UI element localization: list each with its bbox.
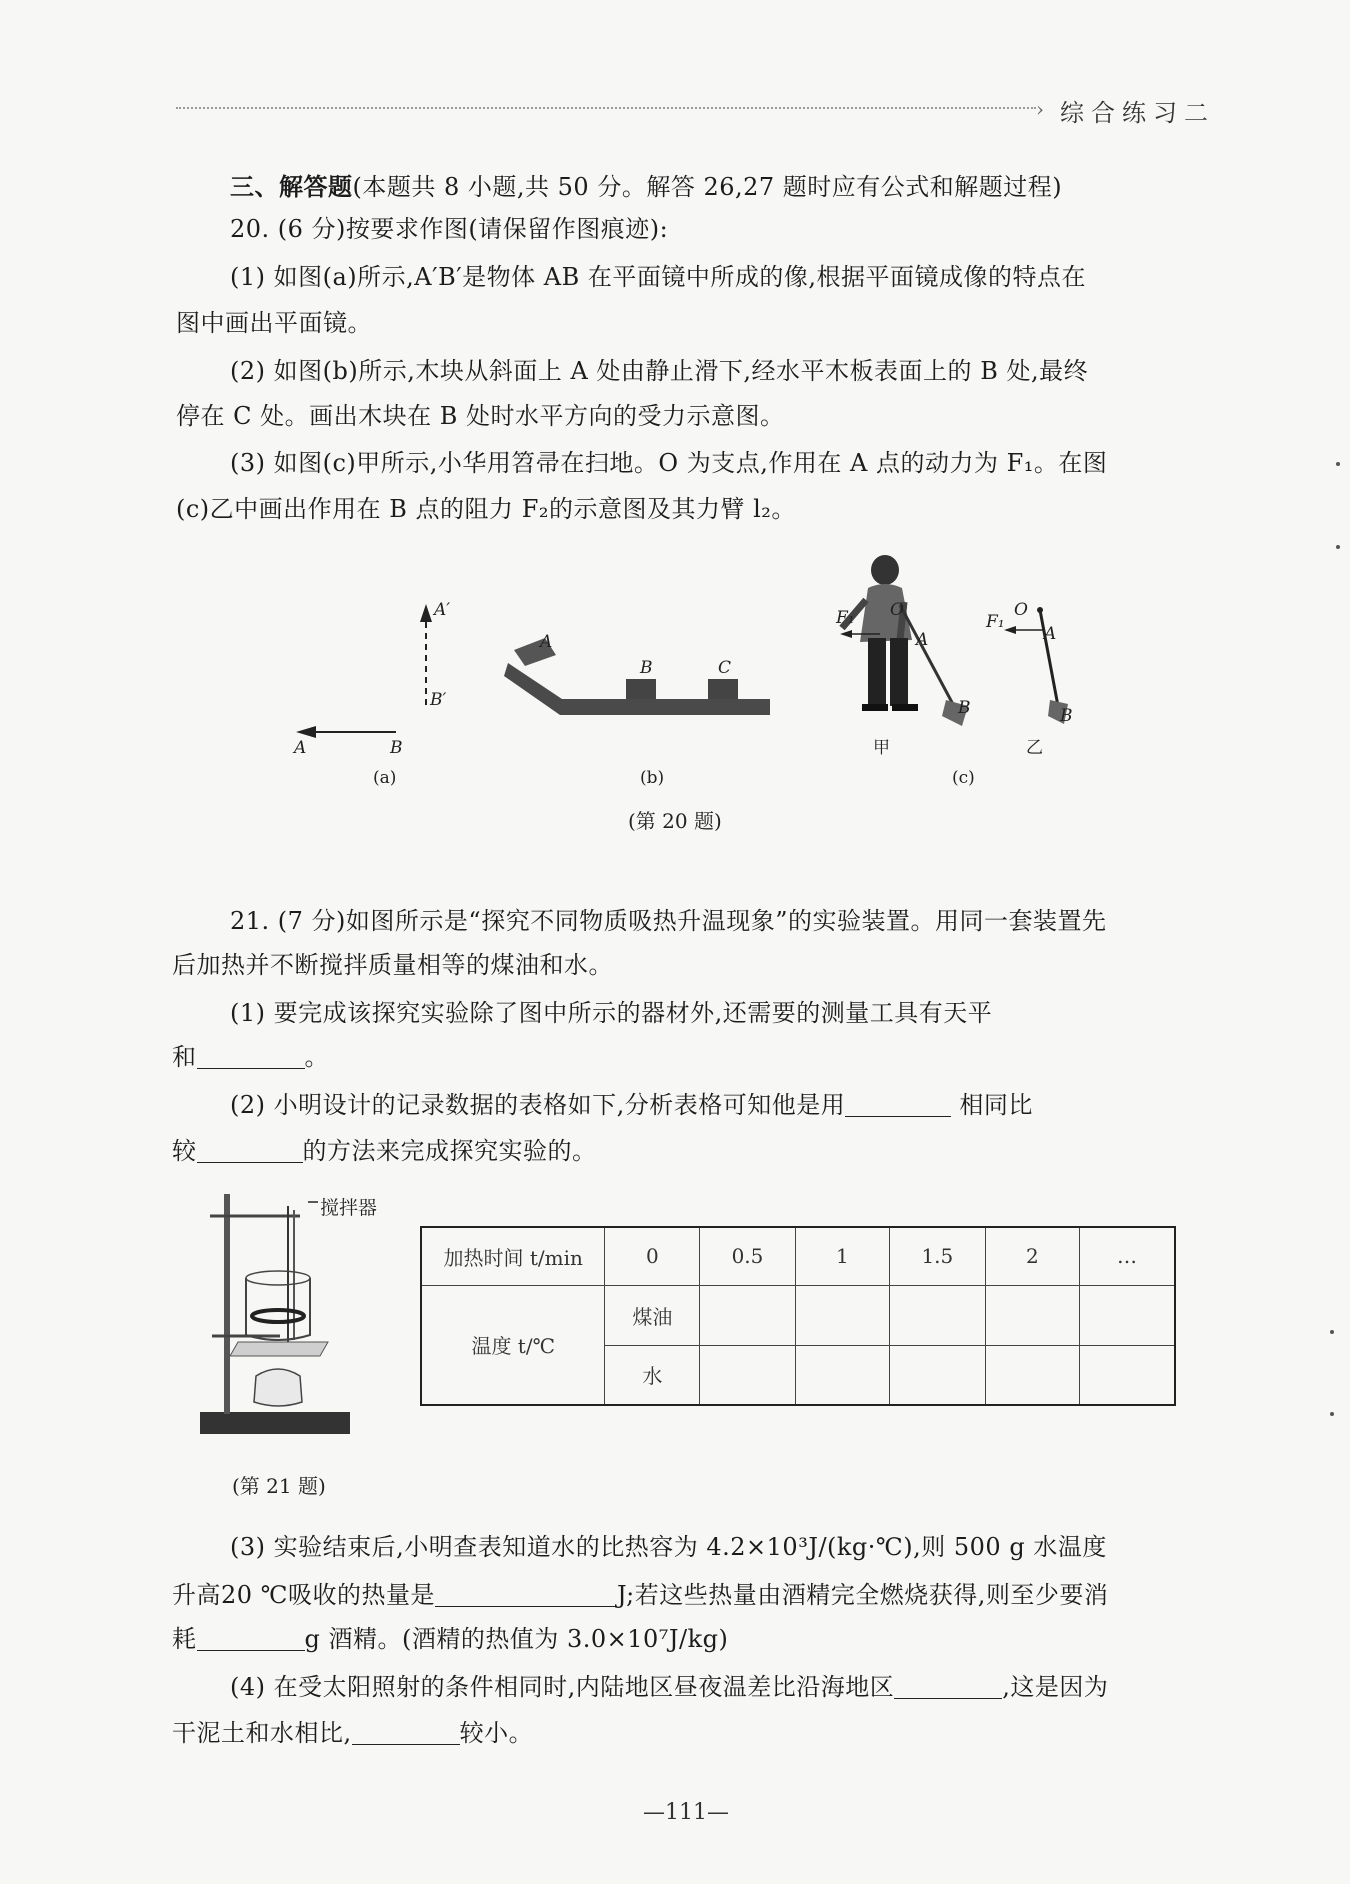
table-time-cell: … xyxy=(1080,1227,1175,1285)
label-c-o-right: O xyxy=(1014,600,1028,620)
label-c-a-left: A xyxy=(916,630,929,650)
label-c-jia: 甲 xyxy=(873,738,890,758)
scan-speck xyxy=(1330,1412,1334,1416)
scan-speck xyxy=(1330,1330,1334,1334)
q21-part1-line2 xyxy=(172,1042,329,1072)
label-c-f1-left: F₁ xyxy=(836,608,855,628)
q21-part4a-post: ,这是因为 xyxy=(1002,1673,1109,1701)
q21-part4a-pre: (4) 在受太阳照射的条件相同时,内陆地区昼夜温差比沿海地区 xyxy=(230,1673,895,1701)
q20-part1-line1: (1) 如图(a)所示,A′B′是物体 AB 在平面镜中所成的像,根据平面镜成像的特点在 xyxy=(230,263,1087,291)
q21-part3b-post: J;若这些热量由酒精完全燃烧获得,则至少要消 xyxy=(617,1581,1109,1609)
section-desc: (本题共 8 小题,共 50 分。解答 26,27 题时应有公式和解题过程) xyxy=(352,173,1063,201)
table-empty-cell xyxy=(985,1345,1080,1405)
answer-blank-5[interactable] xyxy=(197,1626,305,1651)
figure-a-drawing xyxy=(296,604,432,738)
q21-part3-line2 xyxy=(172,1580,1108,1610)
figure-c-person-drawing xyxy=(840,555,968,726)
q21-part3-line1: (3) 实验结束后,小明查表知道水的比热容为 4.2×10³J/(kg·℃),则 500 g 水温度 xyxy=(230,1533,1107,1561)
q21-stem-line1: 21. (7 分)如图所示是“探究不同物质吸热升温现象”的实验装置。用同一套装置先 xyxy=(230,907,1107,935)
q21-part2b-pre: 较 xyxy=(172,1137,197,1165)
answer-blank-1[interactable] xyxy=(197,1044,305,1069)
table-time-cell: 1 xyxy=(795,1227,890,1285)
scan-speck xyxy=(1336,545,1340,549)
q20-part2-line1: (2) 如图(b)所示,木块从斜面上 A 处由静止滑下,经水平木板表面上的 B 处,最终 xyxy=(230,357,1089,385)
answer-blank-6[interactable] xyxy=(894,1674,1002,1699)
q21-part3c-post: g 酒精。(酒精的热值为 3.0×10⁷J/kg) xyxy=(304,1625,729,1653)
table-time-cell: 2 xyxy=(985,1227,1080,1285)
chevron-right-icon: › xyxy=(1036,97,1044,121)
q20-stem: 20. (6 分)按要求作图(请保留作图痕迹): xyxy=(230,215,669,243)
q21-part4-line1 xyxy=(230,1672,1108,1702)
q20-part3-line1: (3) 如图(c)甲所示,小华用笤帚在扫地。O 为支点,作用在 A 点的动力为 F₁。在图 xyxy=(230,449,1108,477)
caption-c: (c) xyxy=(952,768,975,788)
page-number: —111— xyxy=(643,1800,729,1825)
apparatus-label-stirrer: 搅拌器 xyxy=(320,1197,378,1219)
caption-b: (b) xyxy=(640,768,665,788)
table-row xyxy=(421,1285,1175,1345)
table-empty-cell xyxy=(985,1285,1080,1345)
scan-speck xyxy=(1336,462,1340,466)
q20-figure-caption: (第 20 题) xyxy=(628,809,722,833)
q21-part4b-post: 较小。 xyxy=(459,1719,534,1747)
table-time-cell: 0.5 xyxy=(700,1227,795,1285)
q21-figure-caption: (第 21 题) xyxy=(232,1474,326,1498)
q21-part4-line2 xyxy=(172,1718,533,1748)
label-c-o-left: O xyxy=(890,600,904,620)
label-a-prime: A′ xyxy=(434,600,451,620)
q20-figures xyxy=(0,0,1350,900)
table-empty-cell xyxy=(1080,1345,1175,1405)
header-title: 综合练习二 xyxy=(1060,99,1215,127)
table-time-cell: 0 xyxy=(605,1227,700,1285)
section-title: 三、解答题 xyxy=(230,172,353,201)
q21-stem-line2: 后加热并不断搅拌质量相等的煤油和水。 xyxy=(172,951,613,979)
answer-blank-2[interactable] xyxy=(845,1092,951,1117)
record-table xyxy=(420,1226,1176,1406)
table-empty-cell xyxy=(795,1345,890,1405)
q21-part2b-post: 的方法来完成探究实验的。 xyxy=(302,1137,597,1165)
q20-part3-line2: (c)乙中画出作用在 B 点的阻力 F₂的示意图及其力臂 l₂。 xyxy=(176,495,796,523)
answer-blank-7[interactable] xyxy=(352,1720,460,1745)
q21-part3b-pre: 升高20 ℃吸收的热量是 xyxy=(172,1581,436,1609)
q21-part1-line1: (1) 要完成该探究实验除了图中所示的器材外,还需要的测量工具有天平 xyxy=(230,999,993,1027)
q21-part2-line2 xyxy=(172,1136,597,1166)
label-c-a-right: A xyxy=(1044,624,1057,644)
table-empty-cell xyxy=(795,1285,890,1345)
table-empty-cell xyxy=(890,1285,985,1345)
q21-part2-post: 相同比 xyxy=(959,1091,1033,1119)
label-c-yi: 乙 xyxy=(1026,738,1043,758)
table-header-label: 加热时间 t/min xyxy=(421,1227,605,1285)
caption-a: (a) xyxy=(373,768,397,788)
q21-part3c-pre: 耗 xyxy=(172,1625,197,1653)
q20-part2-line2: 停在 C 处。画出木块在 B 处时水平方向的受力示意图。 xyxy=(176,402,785,430)
label-a: A xyxy=(294,738,307,758)
label-c-f1-right: F₁ xyxy=(986,612,1005,632)
table-time-cell: 1.5 xyxy=(890,1227,985,1285)
table-empty-cell xyxy=(700,1345,795,1405)
q21-part1-post: 。 xyxy=(304,1043,329,1071)
q21-part1-pre: 和 xyxy=(172,1043,197,1071)
q20-part1-line2: 图中画出平面镜。 xyxy=(176,309,372,337)
q21-apparatus-drawing xyxy=(190,1180,380,1450)
label-b: B xyxy=(390,738,403,758)
label-b-b: B xyxy=(640,658,653,678)
table-water-label: 水 xyxy=(605,1345,700,1405)
figure-c-lever-drawing xyxy=(1004,607,1068,724)
table-kerosene-label: 煤油 xyxy=(605,1285,700,1345)
q21-part4b-pre: 干泥土和水相比, xyxy=(172,1719,352,1747)
label-c-b-left: B xyxy=(958,698,971,718)
label-c-b-right: B xyxy=(1060,706,1073,726)
table-empty-cell xyxy=(700,1285,795,1345)
label-b-a: A xyxy=(540,632,553,652)
label-b-prime: B′ xyxy=(430,690,447,710)
label-b-c: C xyxy=(718,658,732,678)
q21-part3-line3 xyxy=(172,1624,728,1654)
table-row-label: 温度 t/℃ xyxy=(421,1285,605,1405)
table-empty-cell xyxy=(890,1345,985,1405)
table-empty-cell xyxy=(1080,1285,1175,1345)
q21-part2-line1 xyxy=(230,1090,1033,1120)
table-row xyxy=(421,1227,1175,1285)
q21-part2-pre: (2) 小明设计的记录数据的表格如下,分析表格可知他是用 xyxy=(230,1091,846,1119)
answer-blank-3[interactable] xyxy=(197,1138,303,1163)
answer-blank-4[interactable] xyxy=(435,1582,617,1607)
